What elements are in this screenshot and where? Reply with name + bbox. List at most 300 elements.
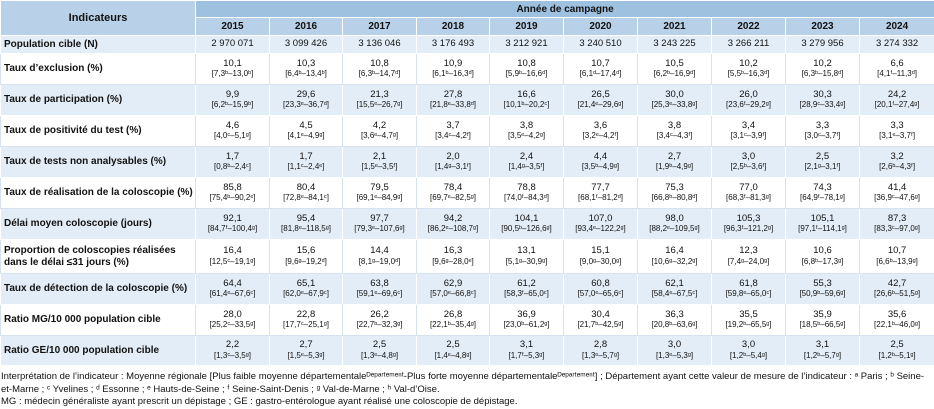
indicator-mean: 2,5 <box>446 339 460 350</box>
indicator-value-cell <box>860 336 934 366</box>
year-header: 2024 <box>860 18 934 36</box>
indicator-range: [4,0ᶜ–5,1ᵍ] <box>214 131 251 140</box>
indicator-value-cell <box>270 336 343 366</box>
indicator-range: [3,1ᶜ–3,9ᶠ] <box>730 131 767 140</box>
indicator-label: Taux de positivité du test (%) <box>1 116 196 147</box>
indicator-value-cell <box>270 209 343 240</box>
indicator-range: [3,1ᵉ–3,7ᶠ] <box>879 131 916 140</box>
indicator-mean: 55,3 <box>813 277 832 289</box>
indicator-value-cell <box>417 54 490 85</box>
annee-campagne-header: Année de campagne <box>196 1 934 18</box>
indicator-value-cell <box>712 147 786 178</box>
interpretation-note: Interprétation de l’indicateur : Moyenne régionale [Plus faible moyenne départementaleᴰᵉᵖᵃʳᵗᵉᵐᵉⁿᵗ-Plus forte moyenne départementaleᴰᵉᵖᵃʳᵗᵉᵐᵉⁿᵗ] ; Département ayant cette valeur de mesure de l’indicateur : ᵃ Paris ; ᵇ Seine-et-Marne ; ᶜ Yvelines ; ᵈ Essonne ; ᵉ Hauts-de-Seine ; ᶠ Seine-Saint-Denis ; ᵍ Val-de-Marne ; ʰ Val-d’Oise. <box>1 371 925 395</box>
indicator-range: [2,5ᵇ–3,6ᶠ] <box>730 162 767 171</box>
table-row <box>1 209 934 240</box>
indicator-range: [9,6ᵍ–19,2ᵈ] <box>285 256 327 266</box>
indicator-value-cell <box>564 305 638 336</box>
indicator-range: [22,1ᵇ–35,4ᵍ] <box>429 320 477 329</box>
indicator-range: [68,1ᶠ–81,2ᵈ] <box>578 193 623 202</box>
indicator-value-cell <box>343 36 417 54</box>
indicator-mean: 30,4 <box>591 308 610 320</box>
indicator-mean: 80,4 <box>296 181 316 193</box>
indicator-mean: 30,0 <box>665 88 684 100</box>
indicator-label: Proportion de coloscopies réalisées dans le délai ≤31 jours (%) <box>1 240 196 274</box>
indicator-value-cell <box>490 85 564 116</box>
indicator-mean: 1,7 <box>225 150 240 162</box>
indicator-mean: 10,7 <box>887 245 907 256</box>
indicator-range: [9,6ᵍ–28,0ᵉ] <box>432 256 474 266</box>
indicator-value-cell <box>490 116 564 147</box>
indicator-mean: 3 240 510 <box>579 38 622 50</box>
indicator-range: [1,3ᵉ–5,3ᵍ] <box>655 350 694 360</box>
indicator-label: Ratio GE/10 000 population cible <box>1 336 196 366</box>
indicator-range: [96,3ᶠ–121,2ᵍ] <box>723 224 774 233</box>
indicator-range: [57,0ᵉ–65,6ᶜ] <box>577 289 624 298</box>
indicator-value-cell <box>860 178 934 209</box>
indicator-value-cell <box>786 147 860 178</box>
indicator-mean: 10,8 <box>370 57 389 69</box>
indicator-mean: 28,0 <box>223 308 242 320</box>
indicator-range: [69,7ᵉ–82,5ᵍ] <box>429 193 477 202</box>
indicator-value-cell <box>417 178 490 209</box>
indicator-value-cell <box>860 116 934 147</box>
year-header: 2023 <box>786 18 860 36</box>
indicator-range: [61,4ᵉ–67,6ᶜ] <box>209 289 256 298</box>
indicator-mean: 4,5 <box>299 119 313 131</box>
indicator-mean: 2,8 <box>593 339 608 350</box>
indicator-range: [20,1ᶠ–27,4ᵍ] <box>874 100 920 109</box>
indicator-value-cell <box>196 209 270 240</box>
indicator-label: Délai moyen coloscopie (jours) <box>1 209 196 240</box>
indicator-range: [19,2ᵇ–65,5ᵍ] <box>725 320 772 329</box>
indicator-mean: 26,8 <box>443 308 463 320</box>
indicator-range: [10,6ᵍ–32,2ᵍ] <box>651 256 698 266</box>
table-row <box>1 274 934 305</box>
indicator-mean: 36,9 <box>517 308 536 320</box>
indicator-range: [21,8ᵉ–33,8ᵈ] <box>429 100 477 109</box>
indicator-range: [1,9ᵇ–4,9ᵍ] <box>655 162 694 171</box>
indicator-range: [1,1ᶜ–2,4ᵉ] <box>287 162 325 171</box>
indicator-mean: 35,9 <box>813 308 832 320</box>
indicator-range: [12,5ᶜ–19,1ᵍ] <box>209 256 256 266</box>
indicator-value-cell <box>638 54 712 85</box>
indicator-range: [3,5ᵇ–4,9ᵍ] <box>581 162 620 171</box>
indicator-range: [2,1ᵍ–3,1ᶠ] <box>804 162 841 171</box>
indicator-range: [22,1ᵇ–46,0ᵍ] <box>874 320 921 329</box>
indicator-value-cell <box>196 54 270 85</box>
indicator-value-cell <box>860 85 934 116</box>
indicator-mean: 3 176 493 <box>431 38 475 50</box>
indicator-value-cell <box>860 54 934 85</box>
indicator-value-cell <box>417 209 490 240</box>
indicator-value-cell <box>860 240 934 274</box>
indicator-value-cell <box>417 85 490 116</box>
indicator-value-cell <box>786 54 860 85</box>
indicator-mean: 107,0 <box>588 212 613 224</box>
indicator-range: [81,8ᵉ–118,5ᵍ] <box>281 224 331 233</box>
indicator-value-cell <box>638 85 712 116</box>
indicateurs-header: Indicateurs <box>1 1 196 36</box>
indicator-value-cell <box>638 305 712 336</box>
table-row <box>1 240 934 274</box>
indicator-value-cell <box>490 336 564 366</box>
indicator-mean: 42,7 <box>887 277 907 289</box>
indicator-range: [1,4ᵉ–4,8ᵍ] <box>434 350 472 360</box>
indicator-mean: 16,4 <box>223 245 242 256</box>
indicator-value-cell <box>417 147 490 178</box>
indicator-range: [10,1ᵇ–20,2ᶜ] <box>503 100 550 109</box>
indicator-mean: 95,4 <box>296 212 316 224</box>
indicator-value-cell <box>343 116 417 147</box>
indicator-value-cell <box>417 274 490 305</box>
indicator-range: [4,1ᵉ–4,9ᵍ] <box>287 131 325 140</box>
indicator-value-cell <box>564 209 638 240</box>
indicator-range: [15,5ᵉ–26,7ᵍ] <box>356 100 403 109</box>
indicator-mean: 64,4 <box>223 277 242 289</box>
indicator-range: [1,3ᵉ–4,8ᵍ] <box>360 350 399 360</box>
indicator-mean: 2,0 <box>446 150 460 162</box>
year-header: 2022 <box>712 18 786 36</box>
indicator-range: [20,8ᵇ–63,6ᵍ] <box>651 320 698 329</box>
indicator-range: [59,1ᵉ–69,6ᶜ] <box>356 289 403 298</box>
indicator-range: [88,2ᵉ–109,5ᵍ] <box>649 224 700 233</box>
indicator-mean: 10,5 <box>665 57 684 69</box>
indicator-range: [18,5ᵇ–66,5ᵍ] <box>799 320 846 329</box>
indicator-range: [1,2ᵇ–5,4ᵍ] <box>729 350 768 360</box>
indicator-range: [62,0ᵉ–67,9ᶜ] <box>283 289 329 298</box>
indicator-value-cell <box>564 116 638 147</box>
indicator-range: [28,9ᶜ–33,4ᵍ] <box>799 100 846 109</box>
indicator-range: [21,7ᵇ–42,5ᵍ] <box>577 320 624 329</box>
indicator-range: [58,3ᶠ–65,0ᶜ] <box>504 289 549 298</box>
table-row <box>1 178 934 209</box>
indicator-range: [23,6ᶠ–29,2ᵍ] <box>726 100 771 109</box>
table-row <box>1 305 934 336</box>
indicator-value-cell <box>712 85 786 116</box>
indicator-value-cell <box>638 209 712 240</box>
indicator-value-cell <box>638 178 712 209</box>
table-row <box>1 36 934 54</box>
indicator-range: [3,2ᵉ–4,2ᶠ] <box>582 131 619 140</box>
indicator-value-cell <box>270 147 343 178</box>
indicator-range: [3,6ᵉ–4,7ᵍ] <box>360 131 399 140</box>
indicator-mean: 3 266 211 <box>727 38 770 50</box>
indicator-range: [0,8ᵇ–2,4ᶜ] <box>214 162 251 171</box>
indicator-range: [9,0ᵍ–30,0ᵍ] <box>579 256 622 266</box>
indicator-value-cell <box>343 240 417 274</box>
indicator-mean: 1,7 <box>299 150 313 162</box>
indicator-value-cell <box>786 178 860 209</box>
indicator-mean: 2,5 <box>372 339 387 350</box>
indicator-value-cell <box>712 209 786 240</box>
indicator-value-cell <box>490 240 564 274</box>
indicator-mean: 3,6 <box>593 119 608 131</box>
indicator-value-cell <box>417 240 490 274</box>
indicator-range: [8,1ᵍ–19,0ᵈ] <box>358 256 401 266</box>
indicator-value-cell <box>786 85 860 116</box>
indicator-value-cell <box>490 209 564 240</box>
indicator-value-cell <box>712 336 786 366</box>
indicator-value-cell <box>564 147 638 178</box>
indicator-mean: 3 212 921 <box>505 38 548 50</box>
indicator-range: [17,7ᶜ–25,1ᵍ] <box>283 320 329 329</box>
indicator-value-cell <box>490 54 564 85</box>
indicator-range: [1,3ᶜ–3,5ᵍ] <box>214 350 251 360</box>
indicator-value-cell <box>638 240 712 274</box>
table-row <box>1 54 934 85</box>
indicator-mean: 3,3 <box>815 119 830 131</box>
indicator-value-cell <box>638 36 712 54</box>
indicator-mean: 3,1 <box>519 339 534 350</box>
indicator-mean: 26,0 <box>739 88 758 100</box>
indicator-range: [6,1ᵈ–17,4ᵈ] <box>579 69 622 78</box>
indicator-mean: 61,8 <box>739 277 758 289</box>
indicator-mean: 3 136 046 <box>358 38 401 50</box>
indicator-range: [93,4ᵉ–122,2ᵍ] <box>575 224 626 233</box>
year-header: 2018 <box>417 18 490 36</box>
indicator-range: [21,4ᵉ–29,6ᵍ] <box>577 100 624 109</box>
indicator-value-cell <box>490 36 564 54</box>
indicator-value-cell <box>343 85 417 116</box>
indicator-mean: 3,3 <box>890 119 904 131</box>
year-header: 2017 <box>343 18 417 36</box>
indicator-mean: 98,0 <box>665 212 684 224</box>
indicator-value-cell <box>343 336 417 366</box>
indicator-range: [90,5ᵇ–126,6ᵍ] <box>501 224 552 233</box>
indicator-value-cell <box>343 209 417 240</box>
indicator-range: [57,0ᵉ–66,8ᶜ] <box>430 289 476 298</box>
indicator-mean: 105,3 <box>736 212 761 224</box>
indicator-range: [69,1ᵉ–84,9ᵍ] <box>356 193 403 202</box>
indicator-value-cell <box>196 336 270 366</box>
indicator-range: [83,3ᶜ–97,0ᵍ] <box>874 224 921 233</box>
indicator-value-cell <box>786 336 860 366</box>
indicator-range: [3,5ᵉ–4,2ᵍ] <box>507 131 546 140</box>
indicator-value-cell <box>196 116 270 147</box>
indicator-range: [79,3ᵉ–107,6ᵍ] <box>354 224 405 233</box>
year-header: 2019 <box>490 18 564 36</box>
indicator-mean: 41,4 <box>887 181 907 193</box>
indicator-label: Population cible (N) <box>1 36 196 54</box>
indicator-mean: 26,2 <box>370 308 389 320</box>
indicator-value-cell <box>564 54 638 85</box>
indicator-value-cell <box>196 147 270 178</box>
indicator-range: [25,2ᶜ–33,5ᵍ] <box>209 320 256 329</box>
indicator-mean: 3,0 <box>741 150 756 162</box>
indicator-label: Taux de détection de la coloscopie (%) <box>1 274 196 305</box>
indicator-value-cell <box>860 147 934 178</box>
indicator-mean: 78,4 <box>443 181 463 193</box>
indicator-mean: 15,6 <box>296 245 316 256</box>
indicator-range: [84,7ᶠ–100,4ᵍ] <box>207 224 258 233</box>
indicator-range: [6,3ᵇ–14,7ᵈ] <box>358 69 401 78</box>
indicator-value-cell <box>270 178 343 209</box>
indicator-mean: 10,8 <box>517 57 536 69</box>
indicator-value-cell <box>270 116 343 147</box>
indicator-value-cell <box>564 85 638 116</box>
indicator-label: Taux de réalisation de la coloscopie (%) <box>1 178 196 209</box>
indicator-value-cell <box>712 116 786 147</box>
indicator-range: [36,9ᶜ–47,6ᵍ] <box>874 193 921 202</box>
indicator-value-cell <box>638 147 712 178</box>
indicator-mean: 94,2 <box>443 212 463 224</box>
indicator-range: [1,7ᶠ–5,3ᵍ] <box>508 350 545 360</box>
indicator-mean: 4,2 <box>372 119 387 131</box>
indicator-range: [1,5ᵉ–3,5ᶠ] <box>361 162 398 171</box>
indicator-mean: 4,4 <box>593 150 608 162</box>
indicator-value-cell <box>270 305 343 336</box>
indicator-value-cell <box>564 274 638 305</box>
indicator-mean: 3,8 <box>667 119 682 131</box>
indicator-mean: 2,1 <box>372 150 387 162</box>
indicator-mean: 3 099 426 <box>284 38 328 50</box>
indicator-value-cell <box>786 209 860 240</box>
indicator-mean: 10,7 <box>591 57 610 69</box>
indicator-mean: 74,3 <box>813 181 832 193</box>
indicator-mean: 10,1 <box>223 57 242 69</box>
indicator-mean: 87,3 <box>887 212 907 224</box>
indicator-value-cell <box>564 336 638 366</box>
indicator-value-cell <box>786 116 860 147</box>
indicator-range: [23,3ᵉ–36,7ᵈ] <box>282 100 330 109</box>
indicator-value-cell <box>860 274 934 305</box>
year-header: 2020 <box>564 18 638 36</box>
indicator-value-cell <box>343 178 417 209</box>
table-row <box>1 116 934 147</box>
indicator-value-cell <box>490 305 564 336</box>
indicator-range: [25,3ᵉ–33,8ᵍ] <box>651 100 698 109</box>
indicator-value-cell <box>712 305 786 336</box>
indicator-mean: 16,4 <box>665 245 684 256</box>
indicator-value-cell <box>638 336 712 366</box>
indicator-mean: 10,3 <box>296 57 316 69</box>
indicator-value-cell <box>638 274 712 305</box>
indicator-value-cell <box>786 36 860 54</box>
indicator-range: [58,4ᵉ–67,5ᶜ] <box>651 289 698 298</box>
indicator-mean: 10,2 <box>739 57 758 69</box>
indicator-value-cell <box>860 36 934 54</box>
indicator-range: [4,1ᶠ–11,3ᵈ] <box>877 69 917 78</box>
indicator-value-cell <box>343 54 417 85</box>
indicator-mean: 13,1 <box>517 245 536 256</box>
table-row <box>1 147 934 178</box>
indicator-mean: 85,8 <box>223 181 242 193</box>
indicator-value-cell <box>417 116 490 147</box>
indicator-value-cell <box>343 305 417 336</box>
indicator-value-cell <box>270 240 343 274</box>
indicator-label: Ratio MG/10 000 population cible <box>1 305 196 336</box>
indicator-mean: 105,1 <box>810 212 835 224</box>
indicator-range: [74,0ᶠ–84,3ᵈ] <box>504 193 549 202</box>
indicator-value-cell <box>417 305 490 336</box>
indicator-value-cell <box>270 54 343 85</box>
indicator-range: [86,2ᵉ–108,7ᵍ] <box>427 224 479 233</box>
indicator-mean: 6,6 <box>890 57 904 69</box>
indicator-mean: 104,1 <box>514 212 539 224</box>
footnotes <box>1 371 931 409</box>
indicator-mean: 60,8 <box>591 277 610 289</box>
indicator-range: [1,4ᵍ–3,5ᶠ] <box>508 162 545 171</box>
indicator-range: [1,4ᵍ–3,1ᶠ] <box>435 162 471 171</box>
indicator-range: [6,8ᵇ–17,3ᵍ] <box>801 256 844 266</box>
indicator-range: [7,4ᵍ–24,0ᵍ] <box>727 256 770 266</box>
indicator-value-cell <box>270 274 343 305</box>
indicator-mean: 62,9 <box>443 277 463 289</box>
indicator-mean: 10,6 <box>813 245 832 256</box>
year-header: 2016 <box>270 18 343 36</box>
indicator-mean: 78,8 <box>517 181 536 193</box>
indicator-mean: 3,7 <box>446 119 460 131</box>
indicator-value-cell <box>712 178 786 209</box>
indicator-mean: 15,1 <box>591 245 610 256</box>
indicators-body <box>1 36 934 366</box>
indicator-value-cell <box>786 305 860 336</box>
indicator-mean: 65,1 <box>296 277 316 289</box>
indicator-range: [5,1ᵍ–30,9ᵍ] <box>505 256 548 266</box>
indicator-mean: 3,1 <box>815 339 830 350</box>
indicator-mean: 79,5 <box>370 181 389 193</box>
indicator-value-cell <box>564 36 638 54</box>
indicator-mean: 75,3 <box>665 181 684 193</box>
indicator-mean: 27,8 <box>443 88 463 100</box>
indicator-mean: 3,8 <box>519 119 534 131</box>
indicator-range: [97,1ᶠ–114,1ᵍ] <box>798 224 847 233</box>
indicator-value-cell <box>490 178 564 209</box>
indicator-value-cell <box>860 305 934 336</box>
indicator-mean: 61,2 <box>517 277 536 289</box>
indicator-mean: 30,3 <box>813 88 832 100</box>
indicator-value-cell <box>343 147 417 178</box>
indicator-range: [26,6ᵇ–51,5ᵍ] <box>874 289 921 298</box>
indicator-mean: 2,4 <box>519 150 534 162</box>
indicator-range: [22,7ᵇ–32,3ᵍ] <box>356 320 403 329</box>
indicator-value-cell <box>196 240 270 274</box>
indicator-value-cell <box>417 336 490 366</box>
indicator-mean: 2,7 <box>299 339 313 350</box>
indicator-label: Taux de participation (%) <box>1 85 196 116</box>
indicator-range: [6,4ᵇ–13,4ᵇ] <box>285 69 327 78</box>
indicator-mean: 3,0 <box>667 339 682 350</box>
indicator-range: [2,6ᵇ–4,3ᶠ] <box>879 162 916 171</box>
indicator-value-cell <box>196 274 270 305</box>
indicator-mean: 16,3 <box>443 245 463 256</box>
indicator-range: [3,0ᶜ–3,7ᶠ] <box>804 131 841 140</box>
indicator-value-cell <box>196 178 270 209</box>
indicator-mean: 3 243 225 <box>653 38 696 50</box>
indicator-mean: 2,7 <box>667 150 682 162</box>
indicator-value-cell <box>196 305 270 336</box>
year-header: 2015 <box>196 18 270 36</box>
indicator-mean: 10,2 <box>813 57 832 69</box>
indicator-value-cell <box>490 147 564 178</box>
indicator-mean: 29,6 <box>296 88 316 100</box>
indicator-label: Taux de tests non analysables (%) <box>1 147 196 178</box>
indicator-mean: 77,7 <box>591 181 610 193</box>
indicator-value-cell <box>196 36 270 54</box>
indicator-value-cell <box>786 240 860 274</box>
year-header: 2021 <box>638 18 712 36</box>
indicator-range: [6,2ᵇ–16,9ᵈ] <box>653 69 696 78</box>
indicator-range: [3,4ᶜ–4,2ᶠ] <box>435 131 471 140</box>
indicator-mean: 2 970 071 <box>211 38 254 50</box>
abbreviation-note: MG : médecin généraliste ayant prescrit un dépistage ; GE : gastro-entérologue ayant réalisé une coloscopie de dépistage. <box>1 396 518 407</box>
indicator-value-cell <box>712 54 786 85</box>
indicator-mean: 97,7 <box>370 212 389 224</box>
indicator-mean: 2,5 <box>815 150 830 162</box>
indicator-range: [1,2ᵇ–5,7ᵍ] <box>803 350 842 360</box>
indicator-range: [6,6ᵇ–13,9ᵍ] <box>876 256 918 266</box>
indicator-mean: 14,4 <box>370 245 389 256</box>
